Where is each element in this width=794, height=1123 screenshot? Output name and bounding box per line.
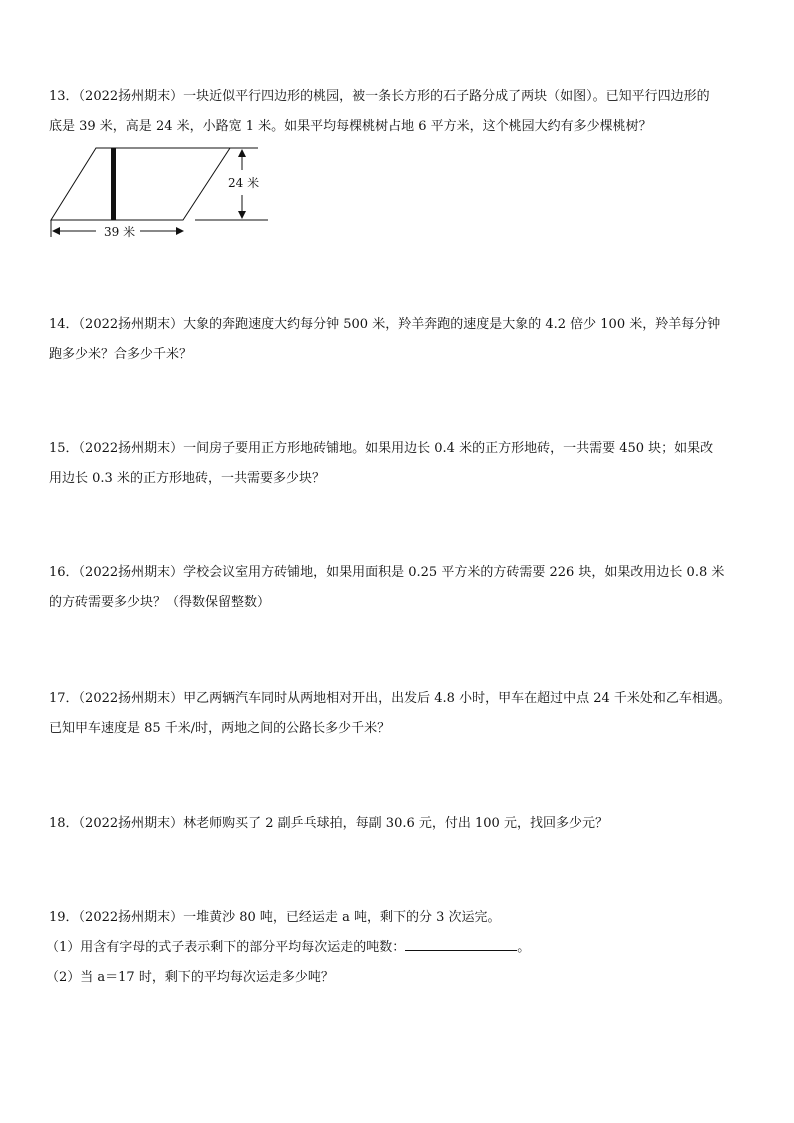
question-17-line-1: 17．（2022扬州期末）甲乙两辆汽车同时从两地相对开出，出发后 4.8 小时，甲车在超过中点 24 千米处和乙车相遇。 [49,691,731,706]
question-19 [46,903,749,993]
question-19-sub-1 [46,933,749,963]
parallelogram-shape [51,148,230,220]
answer-blank[interactable] [405,936,517,951]
question-15 [49,434,749,494]
parallelogram-figure [44,140,274,245]
question-18 [49,809,749,839]
question-17 [49,684,749,744]
base-label: 39 米 [104,225,136,239]
question-16-line-2: 的方砖需要多少块？（得数保留整数） [49,595,271,610]
question-15-line-1: 15．（2022扬州期末）一间房子要用正方形地砖铺地。如果用边长 0.4 米的正方形地砖，一共需要 450 块；如果改 [49,441,714,456]
question-13-line-1: 13．（2022扬州期末）一块近似平行四边形的桃园，被一条长方形的石子路分成了两块（如图）。已知平行四边形的 [49,89,710,104]
question-14 [49,310,749,370]
stone-path [111,148,116,220]
question-19-line-1: 19．（2022扬州期末）一堆黄沙 80 吨，已经运走 a 吨，剩下的分 3 次运完。 [49,910,501,925]
question-16-line-1: 16．（2022扬州期末）学校会议室用方砖铺地，如果用面积是 0.25 平方米的方砖需要 226 块，如果改用边长 0.8 米 [49,565,725,580]
question-15-line-2: 用边长 0.3 米的正方形地砖，一共需要多少块？ [49,471,325,486]
question-13-line-2: 底是 39 米，高是 24 米，小路宽 1 米。如果平均每棵桃树占地 6 平方米，这个桃园大约有多少棵桃树？ [49,119,652,134]
question-19-sub-1-text: （1）用含有字母的式子表示剩下的部分平均每次运走的吨数： [46,940,406,955]
question-19-sub-2: （2）当 a＝17 时，剩下的平均每次运走多少吨？ [46,970,334,985]
question-13 [49,82,749,142]
height-label: 24 米 [228,176,260,190]
question-17-line-2: 已知甲车速度是 85 千米/时，两地之间的公路长多少千米？ [49,721,391,736]
question-18-line-1: 18．（2022扬州期末）林老师购买了 2 副乒乓球拍，每副 30.6 元，付出 100 元，找回多少元？ [49,816,608,831]
question-16 [49,558,749,618]
question-14-line-2: 跑多少米？合多少千米？ [49,347,193,362]
question-14-line-1: 14．（2022扬州期末）大象的奔跑速度大约每分钟 500 米，羚羊奔跑的速度是大象的 4.2 倍少 100 米，羚羊每分钟 [49,317,721,332]
question-19-sub-1-end: 。 [517,940,531,955]
